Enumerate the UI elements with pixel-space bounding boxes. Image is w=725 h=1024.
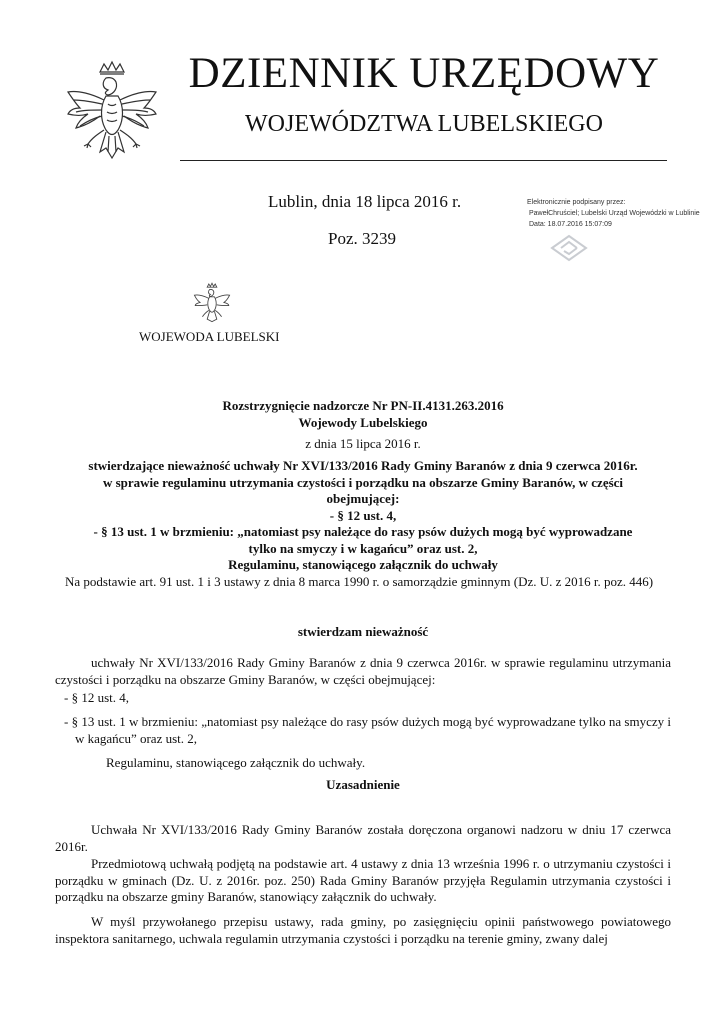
- subject-line: tylko na smyczy i w kagańcu” oraz ust. 2,: [248, 540, 478, 556]
- header-divider: [180, 160, 667, 161]
- decision-authority: Wojewody Lubelskiego: [298, 414, 428, 430]
- declaration-item: - § 12 ust. 4,: [64, 690, 129, 705]
- publication-date: Lublin, dnia 18 lipca 2016 r.: [268, 192, 462, 211]
- signature-label: Elektronicznie podpisany przez:: [527, 199, 626, 206]
- justification-paragraph: Uchwała Nr XVI/133/2016 Rady Gminy Baranów została doręczona organowi nadzoru w dniu 17 czerwca 2016r.: [55, 822, 671, 854]
- subject-line: w sprawie regulaminu utrzymania czystości i porządku na obszarze Gminy Baranów, w części: [102, 474, 624, 490]
- justification-heading: Uzasadnienie: [326, 777, 400, 792]
- subject-line: stwierdzające nieważność uchwały Nr XVI/133/2016 Rady Gminy Baranów z dnia 9 czerwca 2016r.: [88, 458, 638, 473]
- legal-basis: Na podstawie art. 91 ust. 1 i 3 ustawy z dnia 8 marca 1990 r. o samorządzie gminnym (Dz. U. z 2016 r. poz. 446): [65, 574, 654, 589]
- decision-title: Rozstrzygnięcie nadzorcze Nr PN-II.4131.263.2016: [222, 398, 504, 413]
- justification-paragraph: W myśl przywołanego przepisu ustawy, rada gminy, po zasięgnięciu opinii państwowego powiatowego inspektora sanitarnego, uchwala regulamin utrzymania czystości i porządku na terenie gminy, zwany dalej: [55, 914, 671, 946]
- journal-subtitle: WOJEWÓDZTWA LUBELSKIEGO: [245, 111, 603, 137]
- declaration-heading: stwierdzam nieważność: [297, 624, 429, 639]
- signature-signer: PawełChruściel; Lubelski Urząd Wojewódzki w Lublinie: [529, 210, 700, 217]
- decision-subject: [55, 458, 671, 574]
- signature-date: Data: 18.07.2016 15:07:09: [529, 221, 612, 228]
- declaration-item: - § 13 ust. 1 w brzmieniu: „natomiast psy należące do rasy psów dużych mogą być wyprowadzane tylko na smyczy i w kagańcu” oraz ust. 2,: [64, 714, 671, 746]
- justification-paragraph: Przedmiotową uchwałą podjętą na podstawie art. 4 ustawy z dnia 13 września 1996 r. o utrzymaniu czystości i porządku w gminach (Dz. U. z 2016r. poz. 250) Rada Gminy Baranów przyjęła Regulamin utrzymania czystości i porządku na obszarze gminy Baranów, stanowiący załącznik do uchwały.: [55, 856, 671, 904]
- subject-line: - § 12 ust. 4,: [329, 507, 397, 523]
- journal-title: DZIENNIK URZĘDOWY: [188, 50, 660, 97]
- issuer-name: WOJEWODA LUBELSKI: [139, 329, 280, 344]
- signature-check-icon: [548, 232, 590, 264]
- decision-date: z dnia 15 lipca 2016 r.: [305, 436, 421, 451]
- electronic-signature: [527, 197, 712, 230]
- subject-line: - § 13 ust. 1 w brzmieniu: „natomiast psy należące do rasy psów dużych mogą być wyprowadzane: [93, 524, 633, 539]
- subject-line: obejmującej:: [326, 491, 400, 506]
- eagle-emblem-icon: [62, 60, 162, 168]
- position-number: Poz. 3239: [328, 229, 396, 248]
- subject-line: Regulaminu, stanowiącego załącznik do uchwały: [228, 557, 498, 572]
- regulamin-line: Regulaminu, stanowiącego załącznik do uchwały.: [106, 755, 366, 770]
- voivode-emblem-icon: [192, 282, 232, 326]
- decision-header: [55, 398, 671, 431]
- declaration-paragraph: uchwały Nr XVI/133/2016 Rady Gminy Baranów z dnia 9 czerwca 2016r. w sprawie regulaminu utrzymania czystości i porządku na obszarze Gminy Baranów, w części obejmującej:: [55, 655, 671, 687]
